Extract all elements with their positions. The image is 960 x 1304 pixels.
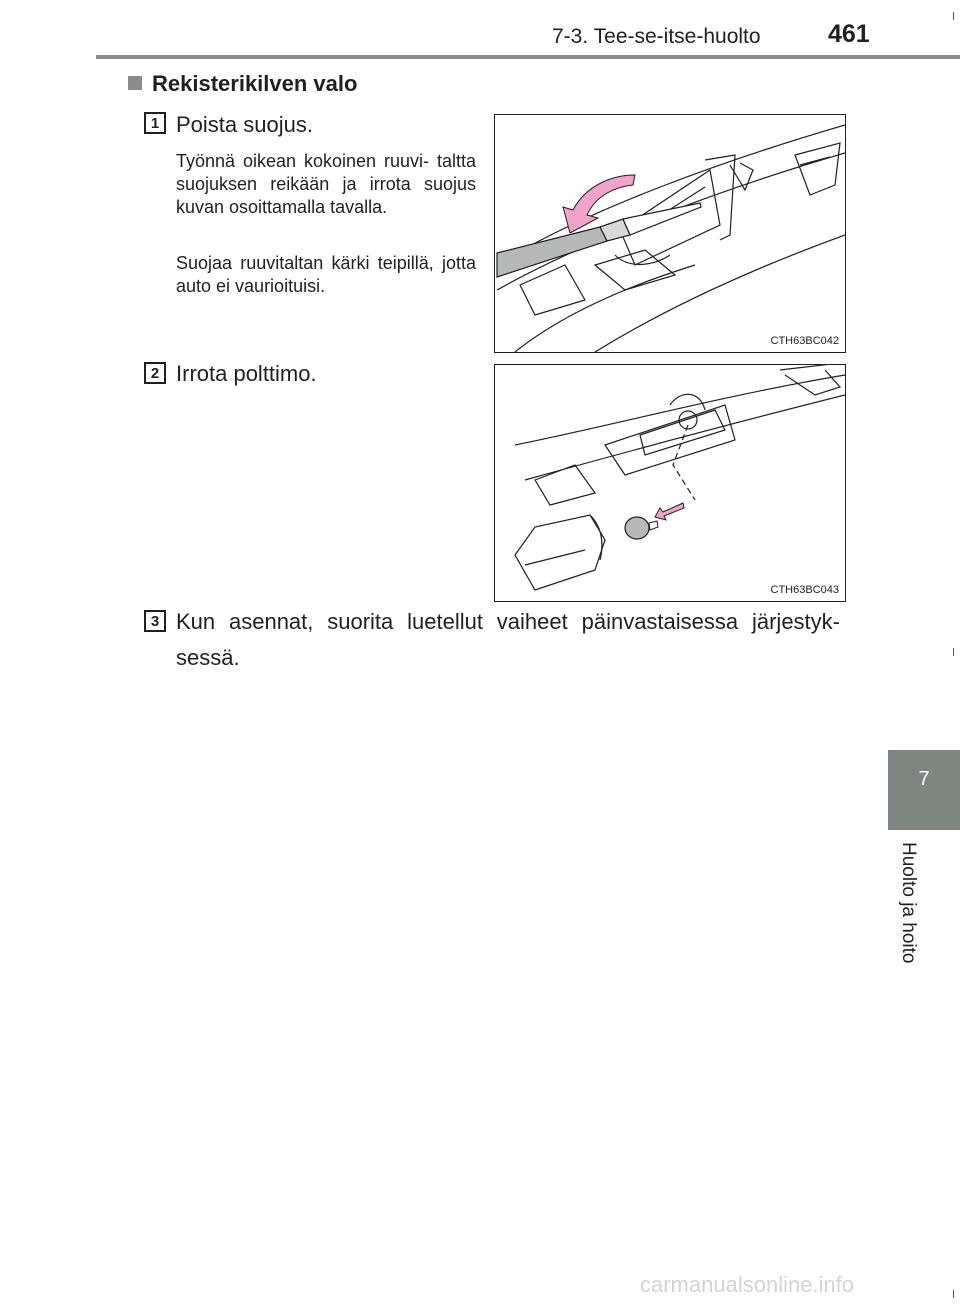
crop-mark — [953, 648, 954, 656]
section-heading: Rekisterikilven valo — [152, 71, 358, 96]
bulb-icon — [625, 517, 649, 539]
figure-bulb-removal — [494, 364, 846, 602]
page-number: 461 — [828, 20, 870, 48]
step-note: Suojaa ruuvitaltan kärki teipillä, jotta auto ei vaurioituisi. — [176, 253, 476, 296]
watermark: carmanualsonline.info — [640, 1272, 855, 1297]
step-text: Irrota polttimo. — [176, 361, 317, 386]
header-rule — [96, 55, 960, 59]
figure-code: CTH63BC043 — [770, 584, 839, 596]
crop-mark — [953, 1290, 954, 1298]
direction-arrow-icon — [655, 503, 684, 520]
figure-code: CTH63BC042 — [770, 335, 839, 347]
crop-mark — [953, 12, 954, 20]
step-number-box: 2 — [144, 362, 166, 384]
chapter-label: Huolto ja hoito — [898, 842, 919, 964]
chapter-number: 7 — [918, 768, 930, 790]
step-number-box: 3 — [144, 610, 166, 632]
figure-cover-removal — [494, 114, 846, 353]
step-number-box: 1 — [144, 112, 166, 134]
step-note: Työnnä oikean kokoinen ruuvi- taltta suojuksen reikään ja irrota suojus kuvan osoittamalla tavalla. — [176, 151, 476, 217]
step-text: Poista suojus. — [176, 112, 313, 137]
heading-bullet-icon — [128, 76, 142, 90]
section-title: 7-3. Tee-se-itse-huolto — [552, 25, 761, 48]
illustration-screwdriver-cover — [495, 115, 845, 352]
step-text: Kun asennat, suorita luetellut vaiheet päinvastaisessa järjestyk- sessä. — [176, 609, 840, 670]
illustration-bulb-removal — [495, 365, 845, 601]
